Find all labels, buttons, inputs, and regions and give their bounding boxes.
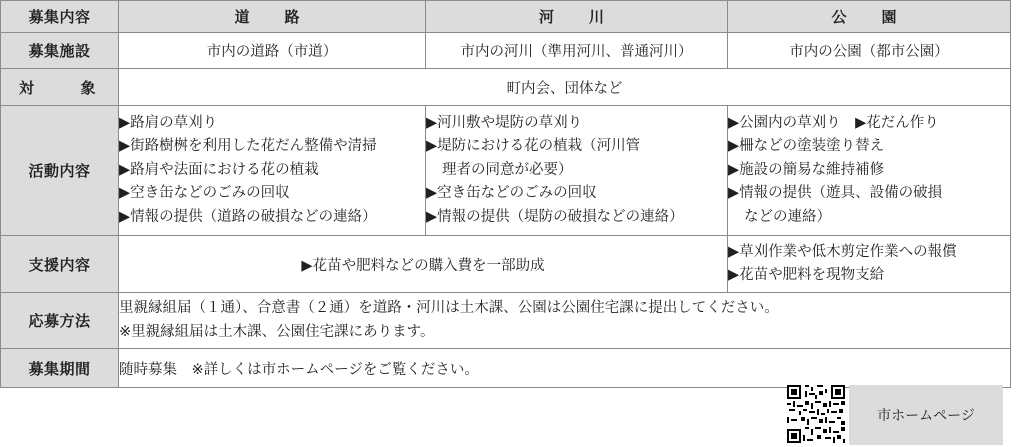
row-label-apply: 応募方法 <box>1 293 119 349</box>
activity-road <box>119 106 426 236</box>
activity-park-item: ▶公園内の草刈り ▶花だん作り <box>728 114 939 131</box>
facility-river: 市内の河川（準用河川、普通河川） <box>426 33 728 69</box>
row-label-activity: 活動内容 <box>1 106 119 236</box>
period-value: 随時募集 ※詳しくは市ホームページをご覧ください。 <box>119 349 1011 388</box>
support-park <box>728 236 1011 293</box>
activity-row <box>1 106 1011 236</box>
activity-road-item: ▶路肩の草刈り <box>119 114 218 131</box>
column-header-road: 道 路 <box>119 1 426 33</box>
activity-road-item: ▶空き缶などのごみの回収 <box>119 185 290 202</box>
apply-value <box>119 293 1011 349</box>
column-header-river: 河 川 <box>426 1 728 33</box>
homepage-label: 市ホームページ <box>849 385 1003 445</box>
activity-road-item: ▶街路樹桝を利用した花だん整備や清掃 <box>119 138 377 155</box>
activity-park-item: ▶施設の簡易な維持補修 <box>728 161 885 178</box>
activity-river-item: ▶情報の提供（堤防の破損などの連絡） <box>426 208 684 225</box>
activity-park <box>728 106 1011 236</box>
row-label-support: 支援内容 <box>1 236 119 293</box>
row-label-period: 募集期間 <box>1 349 119 388</box>
target-label-char-2: 象 <box>80 78 96 97</box>
column-header-park: 公 園 <box>728 1 1011 33</box>
support-park-item: ▶草刈作業や低木剪定作業への報償 <box>728 243 957 260</box>
activity-river-item: ▶河川敷や堤防の草刈り <box>426 114 583 131</box>
facility-row <box>1 33 1011 69</box>
period-row <box>1 349 1011 388</box>
support-park-item: ▶花苗や肥料を現物支給 <box>728 267 885 283</box>
activity-river-item: 理者の同意が必要） <box>442 161 573 178</box>
facility-road: 市内の道路（市道） <box>119 33 426 69</box>
activity-park-item: ▶情報の提供（遊具、設備の破損 <box>728 185 943 202</box>
apply-line: ※里親縁組届は土木課、公園住宅課にあります。 <box>119 323 435 340</box>
activity-river-item: ▶空き缶などのごみの回収 <box>426 185 597 202</box>
support-row <box>1 236 1011 293</box>
target-row <box>1 69 1011 106</box>
activity-road-item: ▶路肩や法面における花の植栽 <box>119 161 319 178</box>
facility-park: 市内の公園（都市公園） <box>728 33 1011 69</box>
row-label-content: 募集内容 <box>1 1 119 33</box>
apply-line: 里親縁組届（１通）、合意書（２通）を道路・河川は土木課、公園は公園住宅課に提出してください。 <box>119 300 779 316</box>
target-value: 町内会、団体など <box>119 69 1011 106</box>
row-label-facility: 募集施設 <box>1 33 119 69</box>
activity-park-item: ▶柵などの塗装塗り替え <box>728 138 885 155</box>
activity-park-item: などの連絡） <box>744 208 831 225</box>
activity-road-item: ▶情報の提供（道路の破損などの連絡） <box>119 208 377 225</box>
activity-river <box>426 106 728 236</box>
activity-river-item: ▶堤防における花の植栽（河川管 <box>426 138 641 155</box>
target-label-char-1: 対 <box>19 78 35 97</box>
row-label-target <box>1 69 119 106</box>
qr-code-icon <box>787 385 845 443</box>
header-row <box>1 1 1011 33</box>
apply-row <box>1 293 1011 349</box>
support-road-river: ▶花苗や肥料などの購入費を一部助成 <box>119 236 728 293</box>
